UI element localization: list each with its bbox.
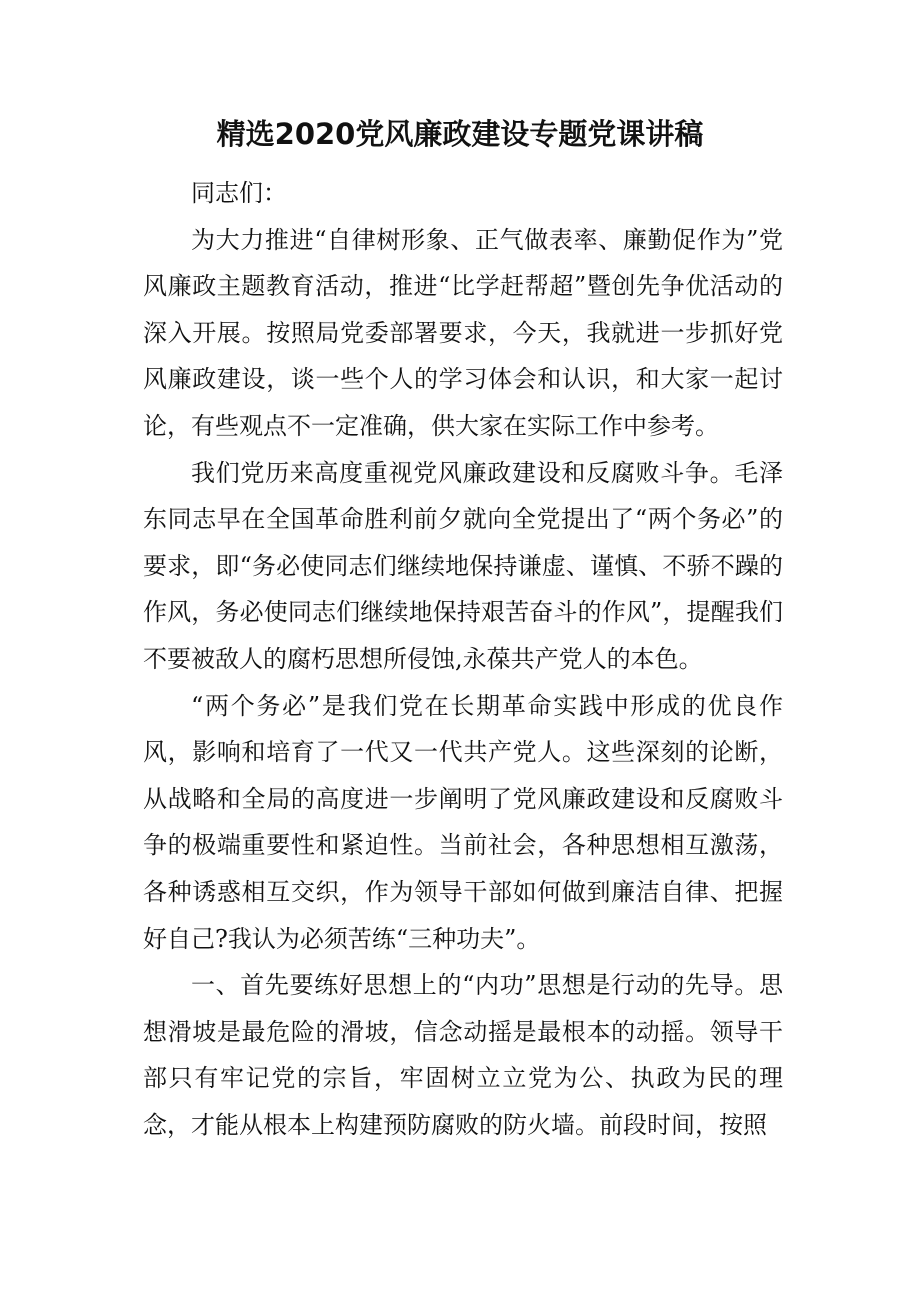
salutation-paragraph: 同志们： <box>191 179 287 207</box>
document-body <box>143 170 783 1148</box>
body-paragraph-3: “两个务必”是我们党在长期革命实践中形成的优良作风，影响和培育了一代又一代共产党人。这些深刻的论断，从战略和全局的高度进一步阐明了党风廉政建设和反腐败斗争的极端重要性和紧迫性。当前社会，各种思想相互激荡，各种诱惑相互交织，作为领导干部如何做到廉洁自律、把握好自己?我认为必须苦练“三种功夫”。 <box>143 691 783 953</box>
body-paragraph-2: 我们党历来高度重视党风廉政建设和反腐败斗争。毛泽东同志早在全国革命胜利前夕就向全党提出了“两个务必”的要求，即“务必使同志们继续地保持谦虚、谨慎、不骄不躁的作风，务必使同志们继续地保持艰苦奋斗的作风”，提醒我们不要被敌人的腐朽思想所侵蚀,永葆共产党人的本色。 <box>143 458 783 673</box>
body-paragraph-1: 为大力推进“自律树形象、正气做表率、廉勤促作为”党风廉政主题教育活动，推进“比学赶帮超”暨创先争优活动的深入开展。按照局党委部署要求，今天，我就进一步抓好党风廉政建设，谈一些个人的学习体会和认识，和大家一起讨论，有些观点不一定准确，供大家在实际工作中参考。 <box>143 225 783 440</box>
body-paragraph-4: 一、首先要练好思想上的“内功”思想是行动的先导。思想滑坡是最危险的滑坡，信念动摇是最根本的动摇。领导干部只有牢记党的宗旨，牢固树立立党为公、执政为民的理念，才能从根本上构建预防腐败的防火墙。前段时间，按照 <box>143 971 783 1139</box>
document-title: 精选2020党风廉政建设专题党课讲稿 <box>216 117 704 151</box>
